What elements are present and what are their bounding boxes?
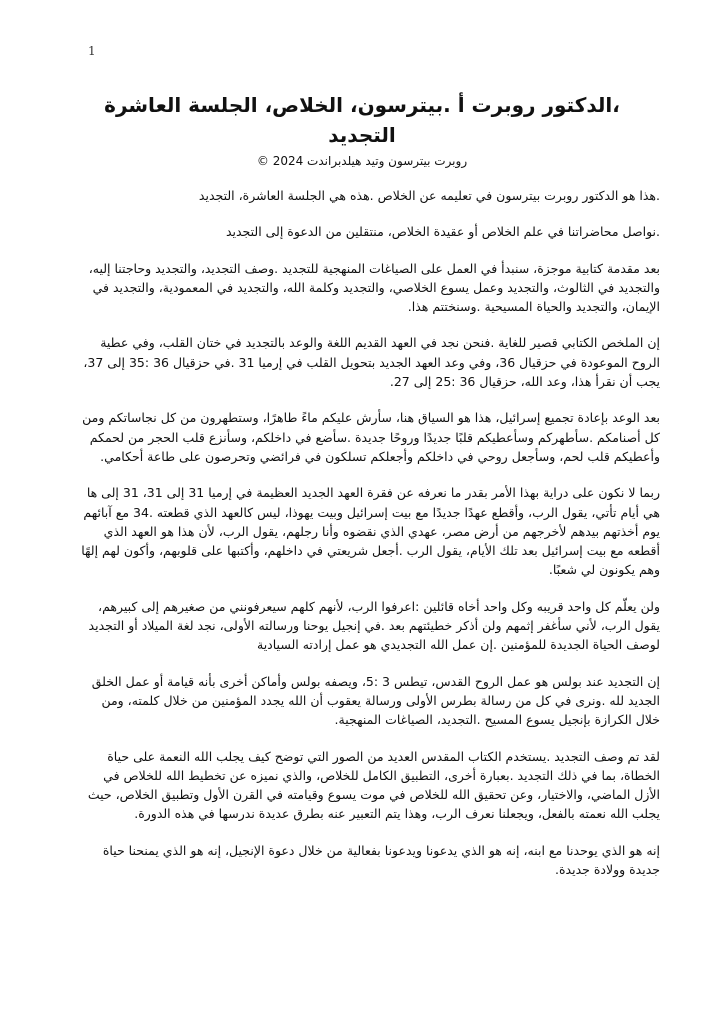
copyright-line: روبرت بيترسون وتيد هيلدبراندت 2024 © <box>256 154 468 168</box>
document-title: ،الدكتور روبرت أ .بيترسون، الخلاص، الجلسة العاشرة التجديد <box>104 93 620 147</box>
paragraph-intro: .هذا هو الدكتور روبرت بيترسون في تعليمه عن الخلاص .هذه هي الجلسة العاشرة، التجديد <box>198 188 660 203</box>
page-number: 1 <box>88 44 96 58</box>
paragraph-closing: إنه هو الذي يوحدنا مع ابنه، إنه هو الذي يدعونا ويدعونا بفعالية من خلال دعوة الإنجيل، إنه هو الذي يمنحنا حياة جديدة وولادة جديدة. <box>102 842 660 878</box>
paragraph-description: لقد تم وصف التجديد .يستخدم الكتاب المقدس العديد من الصور التي توضح كيف يجلب الله النعمة على حياة الخطاة، بما في ذلك التجديد .بعبارة أخرى، التطبيق الكامل للخلاص، والذي نميزه عن تخطيط الله للخلاص في الأزل الماضي، والاختيار، وعن تحقيق الله للخلاص في موت يسوع وقيامته في القرن الأول وتطبيق الخلاص، حيث يجلب الله نعمته بالفعل، ويجعلنا نعرف الرب، وهذا يتم التعبير عنه بطرق عديدة ندرسها في هذه الدورة. <box>87 748 660 822</box>
paragraph-continue: .نواصل محاضراتنا في علم الخلاص أو عقيدة الخلاص، منتقلين من الدعوة إلى التجديد <box>225 224 660 240</box>
document-body <box>80 186 660 896</box>
paragraph-biblical-summary: إن الملخص الكتابي قصير للغاية .فنحن نجد في العهد القديم اللغة والوعد بالتجديد في ختان القلب، وفي عطية الروح الموعودة في حزقيال 36، وفي وعد العهد الجديد بتحويل القلب في إرميا 31 .في حزقيال 36 :35 إلى 37، يجب أن نقرأ هذا، وعد الله، حزقيال 36 :25 إلى 27. <box>83 335 660 390</box>
paragraph-paul: إن التجديد عند بولس هو عمل الروح القدس، تيطس 3 :5، ويصفه بولس وأماكن أخرى بأنه قيامة أو عمل الخلق الجديد لله .ونرى في كل من رسالة بطرس الأولى ورسالة يعقوب أن الله يجدد المؤمنين من خلال كلمته، ومن خلال الكرازة بإنجيل يسوع المسيح .التجديد، الصياغات المنهجية. <box>91 673 660 728</box>
paragraph-john: ولن يعلّم كل واحد قريبه وكل واحد أخاه قائلين :اعرفوا الرب، لأنهم كلهم سيعرفونني من صغيرهم إلى كبيرهم، يقول الرب، لأني سأغفر إثمهم ولن أذكر خطيئتهم بعد .في إنجيل يوحنا ورسالته الأولى، نجد لغة الميلاد أو التجديد لوصف الحياة الجديدة للمؤمنين .إن عمل الله التجديدي هو عمل إرادته السيادية <box>88 598 660 653</box>
paragraph-outline: بعد مقدمة كتابية موجزة، سنبدأ في العمل على الصياغات المنهجية للتجديد .وصف التجديد، والتجديد وحاجتنا إليه، والتجديد في الثالوث، والتجديد وعمل يسوع الخلاصي، والتجديد وكلمة الله، والتجديد في المعمودية، والتجديد في الإيمان، والتجديد والحياة المسيحية .وسنختتم هذا. <box>88 260 660 315</box>
paragraph-jeremiah: ربما لا نكون على دراية بهذا الأمر بقدر ما نعرفه عن فقرة العهد الجديد العظيمة في إرميا 31 إلى 31، 31 إلى ها هي أيام تأتي، يقول الرب، وأقطع عهدًا جديدًا مع بيت إسرائيل وبيت يهوذا، ليس كالعهد الذي قطعته .34 مع آبائهم يوم أخذتهم بيدهم لأخرجهم من أرض مصر، عهدي الذي نقضوه وأنا رجلهم، يقول الرب، لأن هذا هو العهد الذي أقطعه مع بيت إسرائيل بعد تلك الأيام، يقول الرب .أجعل شريعتي في داخلهم، وأكتبها على قلوبهم، وأكون لهم إلهًا وهم يكونون لي شعبًا. <box>81 485 660 578</box>
paragraph-ezekiel: بعد الوعد بإعادة تجميع إسرائيل، هذا هو السياق هنا، سأرش عليكم ماءً طاهرًا، وستطهرون من كل نجاساتكم ومن كل أصنامكم .سأطهركم وسأعطيكم قلبًا جديدًا وروحًا جديدة .سأضع في داخلكم، وسأنزع قلب الحجر من لحمكم وأعطيكم قلب لحم، وسأجعل روحي في داخلكم وأجعلكم تسلكون في فرائضي وتحرصون على طاعة أحكامي. <box>82 410 660 464</box>
